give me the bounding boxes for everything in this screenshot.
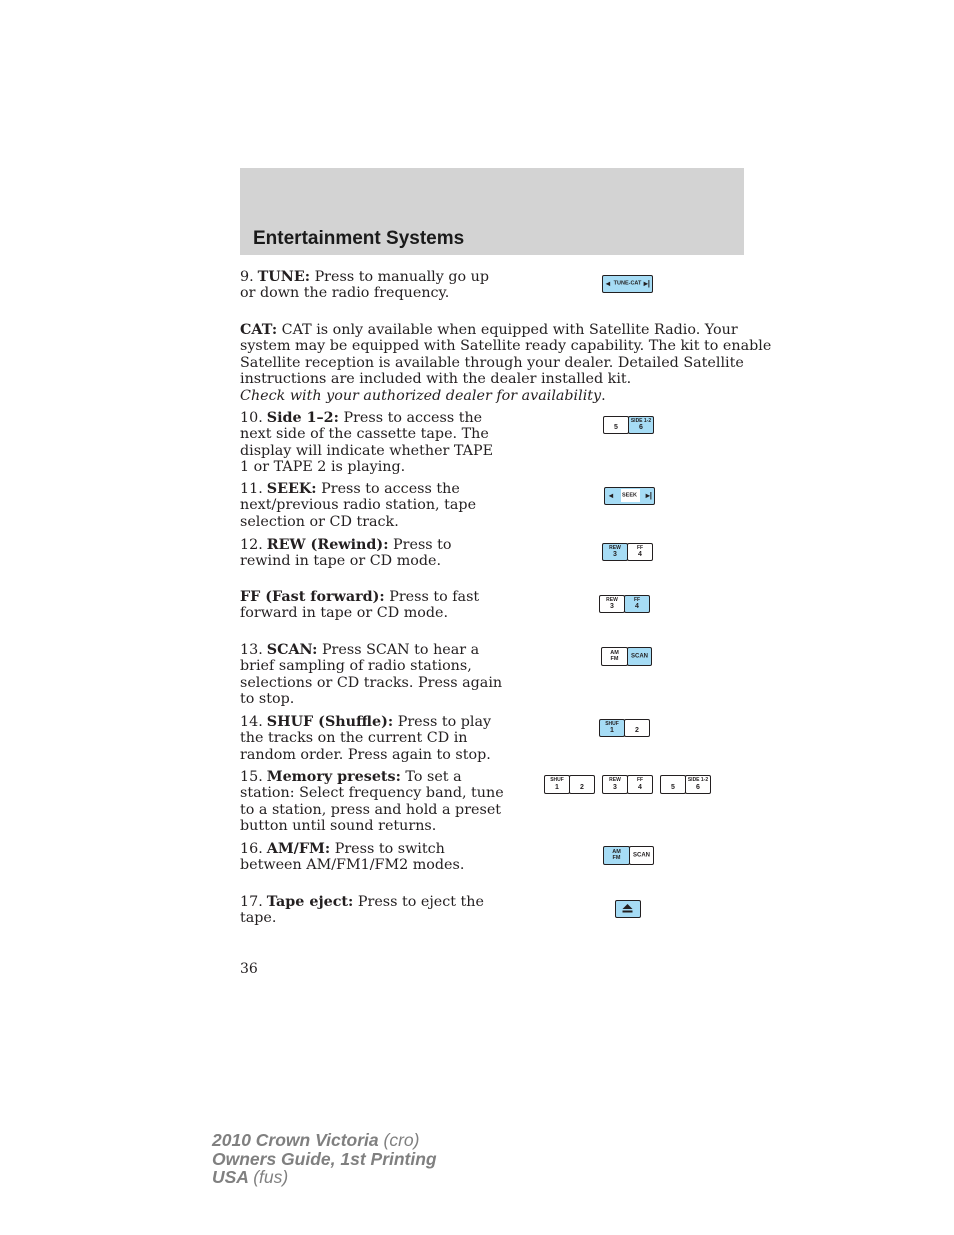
item-rew: 12. REW (Rewind): Press to rewind in tape or CD mode.: [240, 537, 452, 570]
preset-4-ff-button: FF 4: [627, 775, 653, 794]
item-amfm: 16. AM/FM: Press to switch between AM/FM1/FM2 modes.: [240, 841, 465, 874]
preset-3-rew-button: REW 3: [602, 775, 628, 794]
tune-cat-button: ◂ TUNE-CAT ▸|: [602, 275, 653, 293]
item-tune: 9. TUNE: Press to manually go up or down the radio frequency.: [240, 269, 490, 302]
preset-6-side-button: SIDE 1-2 6: [685, 775, 711, 794]
item-ff: FF (Fast forward): Press to fast forward in tape or CD mode.: [240, 589, 480, 622]
preset-6-side-button: SIDE 1-2 6: [628, 416, 654, 434]
section-title: Entertainment Systems: [253, 228, 465, 249]
preset-1-shuf-button: SHUF 1: [599, 719, 625, 737]
arrow-right-bar-icon: ▸|: [643, 279, 650, 288]
item-scan: 13. SCAN: Press SCAN to hear a brief sampling of radio stations, selections or CD tracks. Press again to stop.: [240, 642, 503, 708]
preset-5-button: 5: [660, 775, 686, 794]
item-eject: 17. Tape eject: Press to eject the tape.: [240, 894, 484, 927]
preset-5-button: 5: [603, 416, 629, 434]
arrow-left-icon: ◂: [606, 279, 611, 288]
am-fm-button: AM FM: [603, 846, 630, 865]
item-shuf: 14. SHUF (Shuffle): Press to play the tracks on the current CD in random order. Press again to stop.: [240, 714, 492, 763]
seek-button: ◂ SEEK ▸|: [604, 487, 655, 505]
arrow-left-icon: ◂: [609, 491, 614, 500]
am-fm-button: AM FM: [601, 647, 628, 666]
preset-1-shuf-button: SHUF 1: [544, 775, 570, 794]
item-side: 10. Side 1–2: Press to access the next side of the cassette tape. The display will indicate whether TAPE 1 or TAPE 2 is playing.: [240, 410, 494, 476]
preset-2-button: 2: [569, 775, 595, 794]
page-number: 36: [240, 961, 258, 977]
item-presets: 15. Memory presets: To set a station: Select frequency band, tune to a station, press and hold a preset button until sound returns.: [240, 769, 504, 835]
item-cat: CAT: CAT is only available when equipped with Satellite Radio. Your system may be equipped with Satellite ready capability. The kit to enable Satellite reception is available through your dealer. Detailed Satellite instructions are included with the dealer installed kit. Check with your authorized dealer for availability.: [240, 322, 772, 404]
preset-2-button: 2: [624, 719, 650, 737]
arrow-right-bar-icon: ▸|: [645, 491, 652, 500]
preset-4-ff-button: FF 4: [624, 595, 650, 613]
preset-3-rew-button: REW 3: [599, 595, 625, 613]
footer: 2010 Crown Victoria (cro) Owners Guide, 1st Printing USA (fus): [212, 1130, 437, 1188]
item-seek: 11. SEEK: Press to access the next/previous radio station, tape selection or CD track.: [240, 481, 477, 530]
preset-4-ff-button: FF 4: [627, 543, 653, 561]
eject-button: [615, 900, 641, 918]
eject-icon: [616, 901, 639, 916]
scan-button: SCAN: [629, 846, 654, 865]
preset-3-rew-button: REW 3: [602, 543, 628, 561]
scan-button: SCAN: [627, 647, 652, 666]
